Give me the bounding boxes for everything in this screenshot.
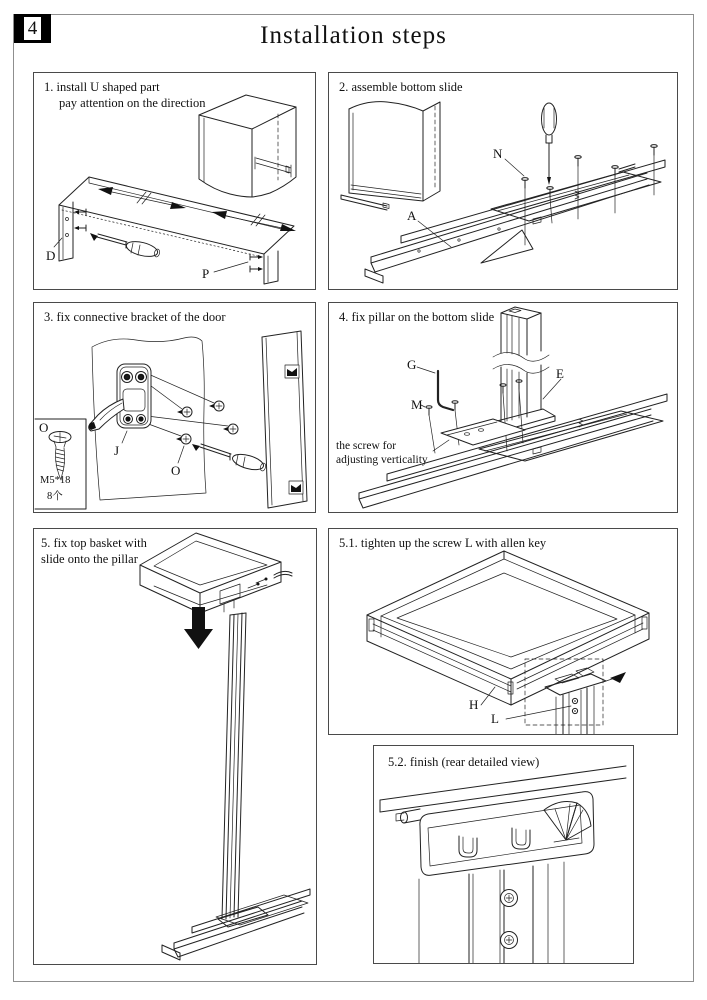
step-5-caption-line2: slide onto the pillar	[41, 552, 138, 566]
part-label-j: J	[114, 443, 120, 458]
part-label-o: O	[171, 463, 181, 478]
step-1-panel	[33, 72, 316, 290]
step-5-1-panel	[328, 528, 678, 735]
step-5-2-illustration	[374, 746, 633, 963]
page-number: 4	[24, 17, 41, 40]
step-5-2-panel	[373, 745, 634, 964]
verticality-note-line2: adjusting verticality	[336, 454, 428, 466]
part-label-n: N	[493, 146, 503, 161]
part-label-d: D	[46, 248, 56, 263]
step-4-caption: 4. fix pillar on the bottom slide	[339, 310, 495, 324]
step-4-panel	[328, 302, 678, 513]
part-label-e: E	[556, 366, 564, 381]
part-label-m: M	[411, 397, 423, 412]
page-number-badge	[14, 14, 51, 43]
inset-part-label-o: O	[39, 420, 49, 435]
step-2-illustration	[329, 73, 677, 289]
screw-qty: 8个	[47, 491, 63, 502]
step-2-caption: 2. assemble bottom slide	[339, 80, 463, 94]
step-3-panel	[33, 302, 316, 513]
step-5-1-caption: 5.1. tighten up the screw L with allen key	[339, 536, 547, 550]
step-3-illustration	[34, 303, 315, 512]
step-2-panel	[328, 72, 678, 290]
part-label-p: P	[202, 266, 210, 281]
verticality-note-line1: the screw for	[336, 440, 397, 452]
part-label-h: H	[469, 697, 479, 712]
step-5-2-caption: 5.2. finish (rear detailed view)	[388, 755, 540, 769]
step-1-caption-line1: 1. install U shaped part	[44, 80, 160, 94]
part-label-g: G	[407, 357, 417, 372]
step-1-caption-line2: pay attention on the direction	[59, 96, 206, 110]
screw-spec: M5*18	[40, 475, 71, 486]
step-5-illustration	[34, 529, 316, 964]
step-5-panel	[33, 528, 317, 965]
part-label-a: A	[407, 208, 417, 223]
step-5-caption-line1: 5. fix top basket with	[41, 536, 147, 550]
page-title: Installation steps	[260, 22, 447, 49]
step-5-1-illustration	[329, 529, 677, 734]
part-label-l: L	[491, 711, 499, 726]
step-3-caption: 3. fix connective bracket of the door	[44, 310, 226, 324]
step-4-illustration	[329, 303, 677, 512]
